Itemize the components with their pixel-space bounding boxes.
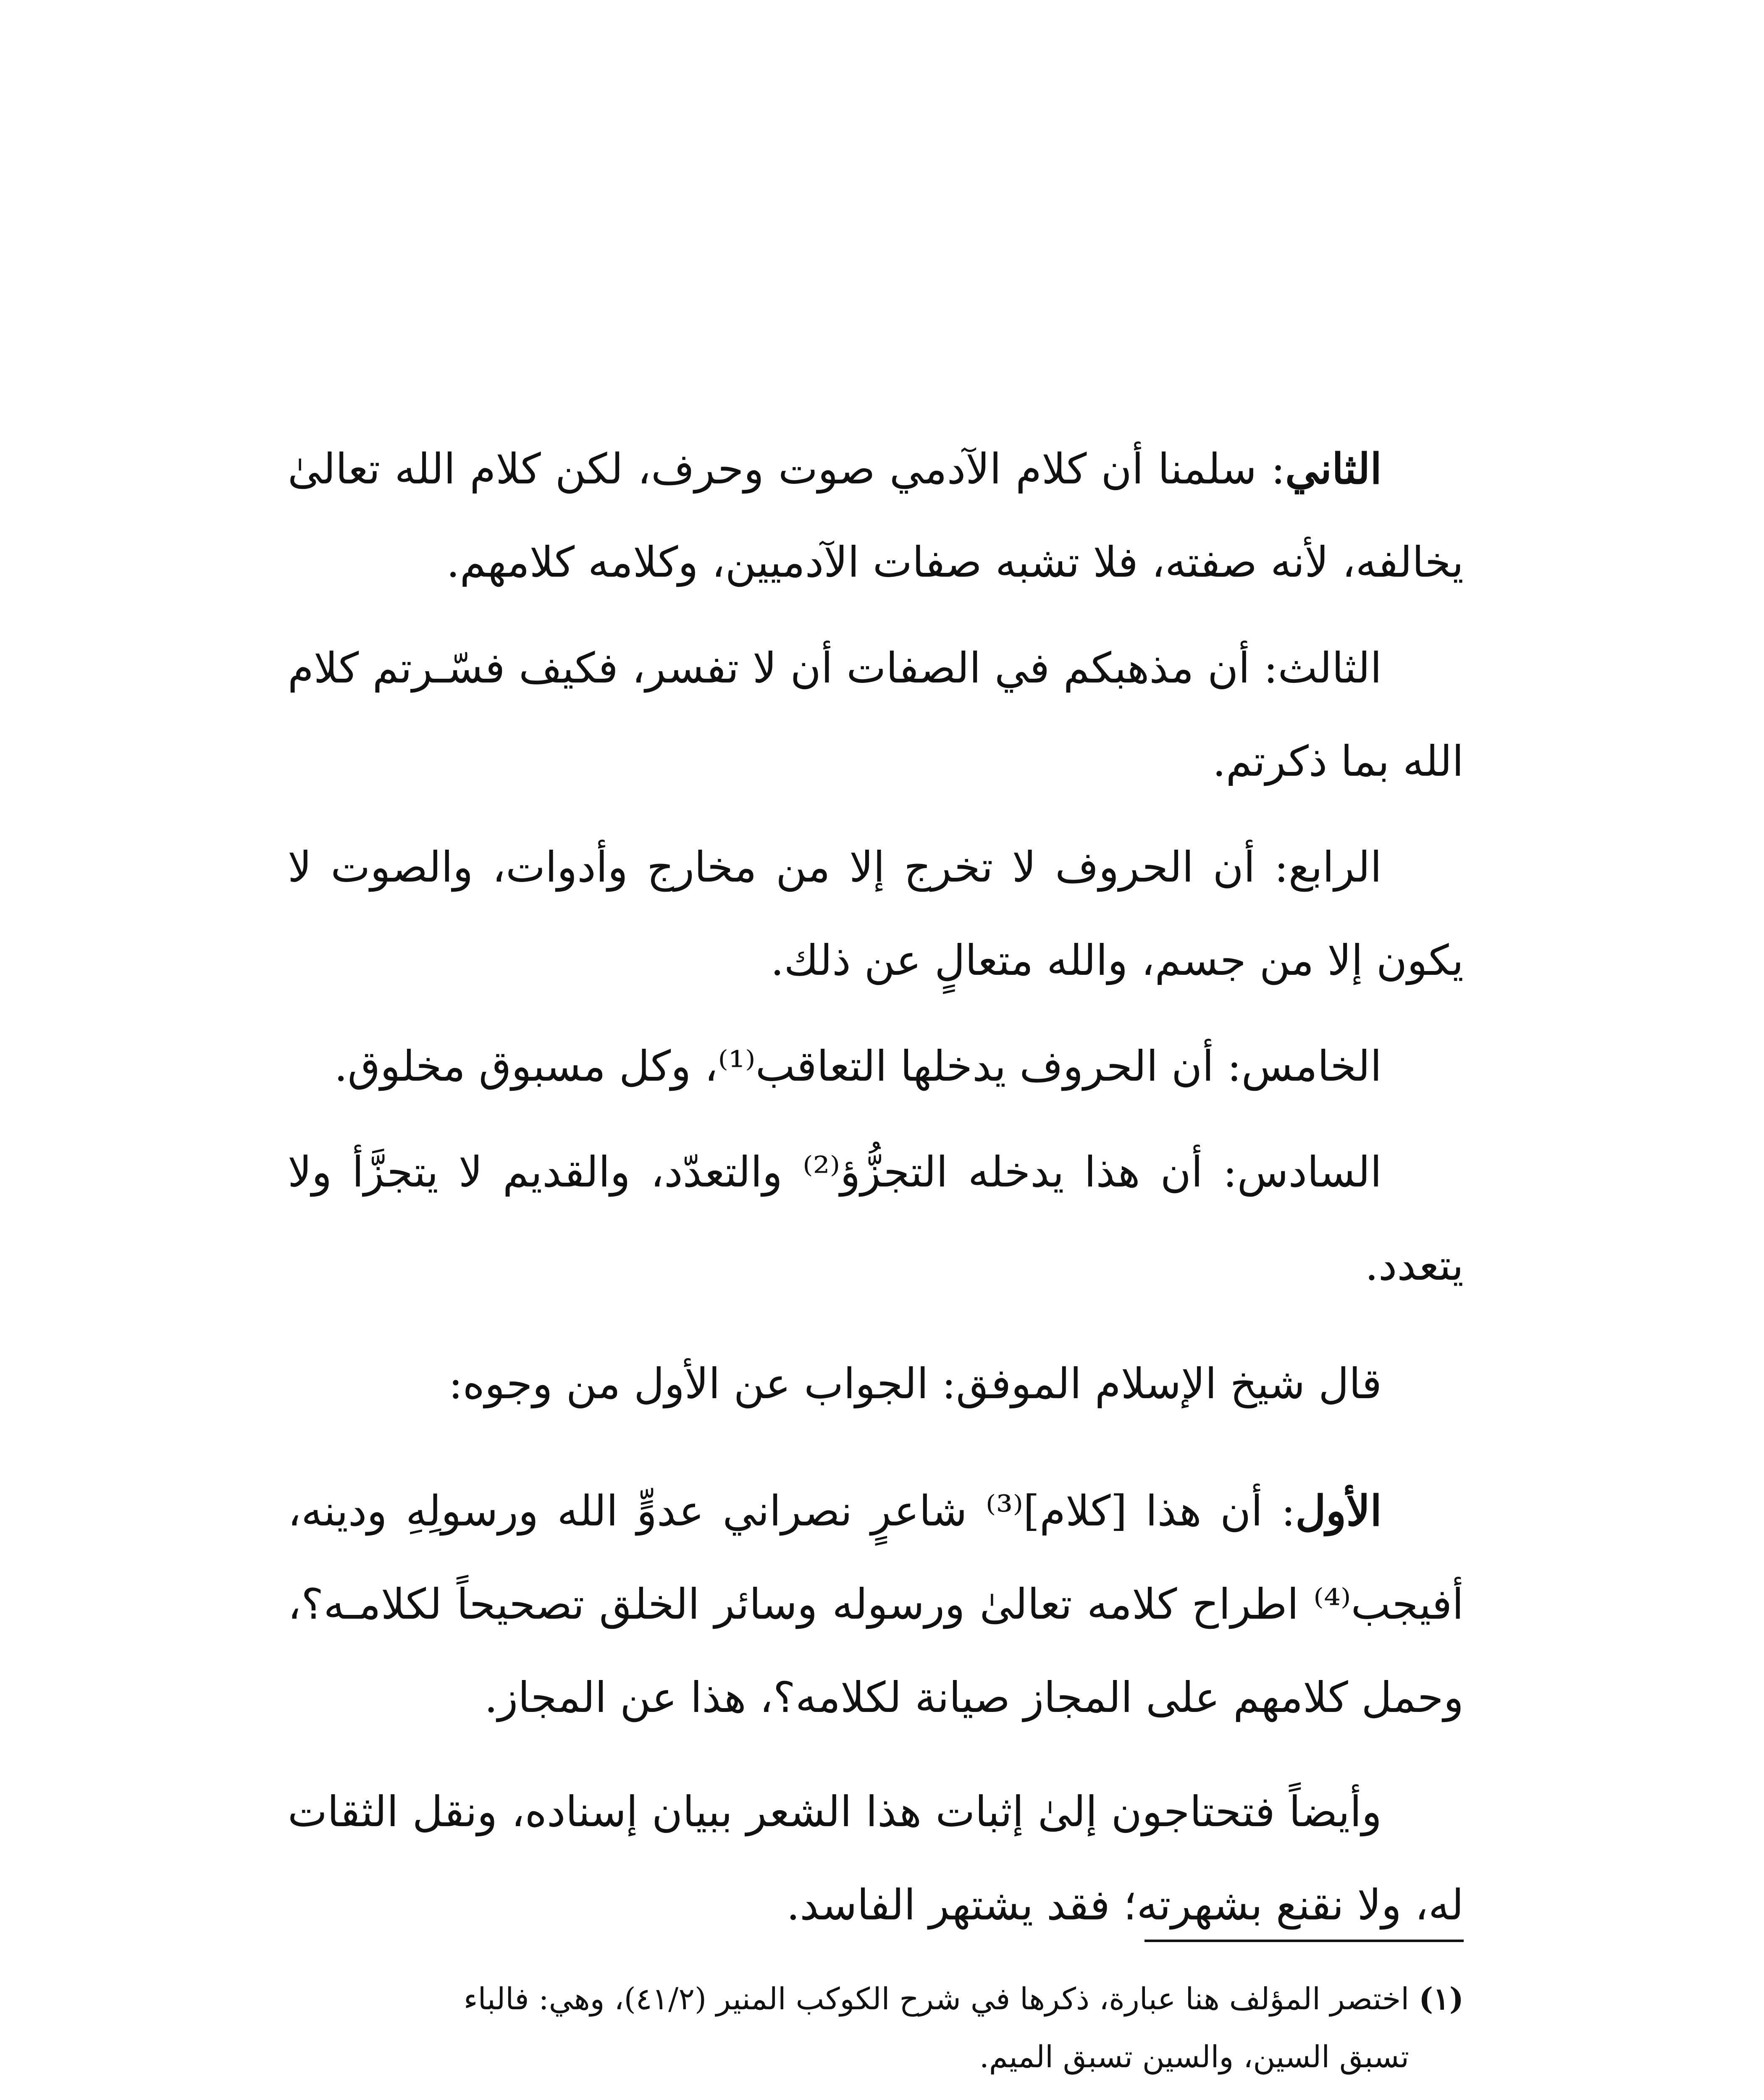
footnote-number: (١) (1419, 1981, 1464, 2016)
paragraph-text: : سلمنا أن كلام الآدمي صوت وحرف، لكن كلام الله تعالىٰ يخالفه، لأنه صفته، فلا تشبه صفات الآدميين، وكلامه كلامهم. (288, 444, 1464, 587)
paragraph-first-answer (288, 1464, 1464, 1744)
footnote-line: تسبق السين، والسين تسبق الميم. (979, 2039, 1409, 2074)
paragraph-text: وأيضاً فتحتاجون إلىٰ إثبات هذا الشعر ببيان إسناده، ونقل الثقات له، ولا نقنع بشهرته؛ فقد يشتهر الفاسد. (288, 1787, 1464, 1929)
paragraph-fourth (288, 821, 1464, 1007)
paragraph-text: : أن الحروف لا تخرج إلا من مخارج وأدوات، والصوت لا يكون إلا من جسم، والله متعالٍ عن ذلك. (288, 843, 1464, 985)
paragraph-fifth (288, 1020, 1464, 1113)
paragraph-label: السادس (1237, 1147, 1382, 1197)
paragraph-label: الأول (1295, 1486, 1382, 1536)
paragraph-text: : أن مذهبكم في الصفات أن لا تفسر، فكيف فسّـرتم كلام الله بما ذكرتم. (288, 643, 1464, 786)
paragraph-label: الرابع (1288, 843, 1382, 892)
paragraph-text: : أن هذا [كلام]⁽³⁾ شاعرٍ نصراني عدوٍّ الله ورسولِهِ ودينه، أفيجب⁽⁴⁾ اطراح كلامه تعالىٰ ورسوله وسائر الخلق تصحيحاً لكلامـه؟، وحمل كلامهم على المجاز صيانة لكلامه؟، هذا عن المجاز. (288, 1486, 1464, 1722)
footnote-1 (288, 1970, 1464, 2086)
paragraph-second (288, 422, 1464, 609)
paragraph-intro-answer (288, 1337, 1464, 1431)
paragraph-also (288, 1765, 1464, 1952)
paragraph-sixth (288, 1126, 1464, 1312)
footnotes (288, 1970, 1464, 2100)
footnote-line: اختصر المؤلف هنا عبارة، ذكرها في شرح الكوكب المنير (٤١/٢)، وهي: فالباء (463, 1981, 1410, 2016)
paragraph-label: الخامس (1241, 1042, 1382, 1091)
paragraph-text: : أن هذا يدخله التجزُّؤ⁽²⁾ والتعدّد، والقديم لا يتجزَّأ ولا يتعدد. (288, 1147, 1464, 1290)
paragraph-third (288, 622, 1464, 808)
footnote-separator (1144, 1940, 1464, 1942)
footnote-2 (288, 2092, 1464, 2100)
paragraph-text: قال شيخ الإسلام الموفق: الجواب عن الأول من وجوه: (448, 1359, 1382, 1408)
main-text (288, 422, 1464, 1952)
paragraph-label: الثالث (1278, 643, 1382, 693)
paragraph-label: الثاني (1285, 444, 1382, 494)
paragraph-text: : أن الحروف يدخلها التعاقب⁽¹⁾، وكل مسبوق مخلوق. (334, 1042, 1242, 1091)
